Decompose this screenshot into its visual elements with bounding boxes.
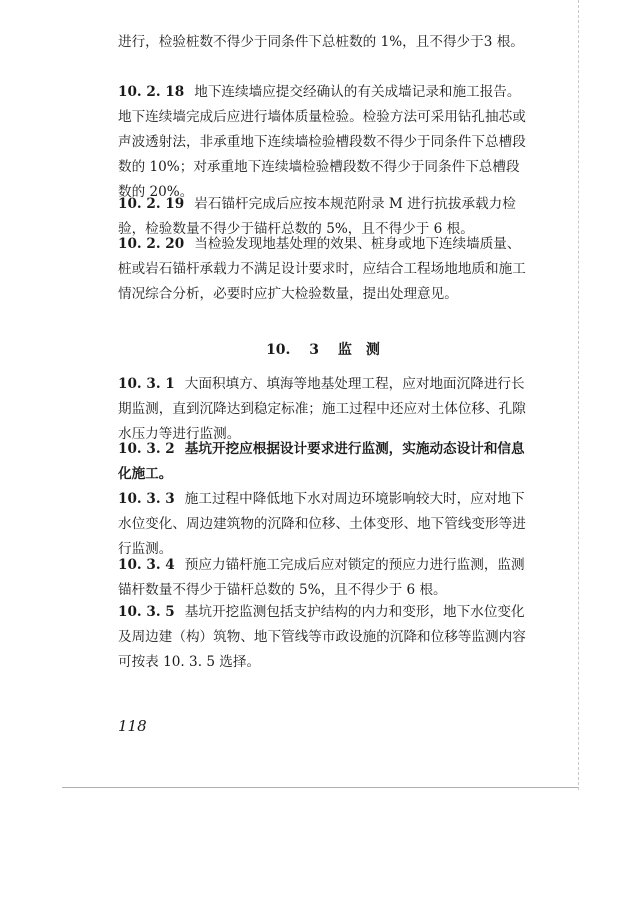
clause-text: 基坑开挖监测包括支护结构的内力和变形，地下水位变化及周边建（构）筑物、地下管线等市政设施的沉降和位移等监测内容可按表 10. 3. 5 选择。 [118, 604, 526, 670]
clause-text: 大面积填方、填海等地基处理工程，应对地面沉降进行长期监测，直到沉降达到稳定标准；施工过程中还应对土体位移、孔隙水压力等进行监测。 [118, 376, 526, 442]
scan-edge-divider [578, 0, 579, 790]
clause-10-3-1 [118, 372, 528, 447]
bottom-rule-divider [62, 787, 578, 788]
clause-number: 10. 3. 4 [118, 557, 175, 573]
paragraph-continuation [118, 30, 528, 55]
clause-text: 基坑开挖应根据设计要求进行监测，实施动态设计和信息化施工。 [118, 441, 525, 482]
clause-number: 10. 3. 3 [118, 491, 175, 507]
clause-text: 当检验发现地基处理的效果、桩身或地下连续墙质量、桩或岩石锚杆承载力不满足设计要求时，应结合工程场地地质和施工情况综合分析，必要时应扩大检验数量，提出处理意见。 [118, 236, 526, 302]
clause-10-3-2 [118, 437, 528, 487]
clause-10-3-5 [118, 600, 528, 675]
section-heading [118, 339, 528, 359]
clause-number: 10. 3. 1 [118, 376, 175, 392]
page-number: 118 [118, 717, 147, 735]
section-number: 10. 3 [266, 342, 320, 358]
clause-number: 10. 2. 19 [118, 196, 185, 212]
clause-10-2-20 [118, 232, 528, 307]
clause-text: 预应力锚杆施工完成后应对锁定的预应力进行监测，监测锚杆数量不得少于锚杆总数的 5%，且不得少于 6 根。 [118, 557, 525, 598]
clause-text: 岩石锚杆完成后应按本规范附录 M 进行抗拔承载力检验，检验数量不得少于锚杆总数的 5%，且不得少于 6 根。 [118, 196, 516, 237]
paragraph-text: 进行，检验桩数不得少于同条件下总桩数的 1%，且不得少于3 根。 [118, 34, 524, 50]
clause-text: 施工过程中降低地下水对周边环境影响较大时，应对地下水位变化、周边建筑物的沉降和位移、土体变形、地下管线变形等进行监测。 [118, 491, 526, 557]
clause-number: 10. 3. 2 [118, 441, 175, 457]
section-title-text: 监 测 [337, 342, 380, 358]
clause-number: 10. 3. 5 [118, 604, 175, 620]
clause-text: 地下连续墙应提交经确认的有关成墙记录和施工报告。地下连续墙完成后应进行墙体质量检验。检验方法可采用钻孔抽芯或声波透射法，非承重地下连续墙检验槽段数不得少于同条件下总槽段数的 10%；对承重地下连续墙检验槽段数不得少于同条件下总槽段数的 20%。 [118, 84, 526, 200]
clause-10-2-18 [118, 80, 528, 205]
clause-number: 10. 2. 18 [118, 84, 185, 100]
clause-number: 10. 2. 20 [118, 236, 185, 252]
clause-10-3-3 [118, 487, 528, 562]
clause-10-3-4 [118, 553, 528, 603]
